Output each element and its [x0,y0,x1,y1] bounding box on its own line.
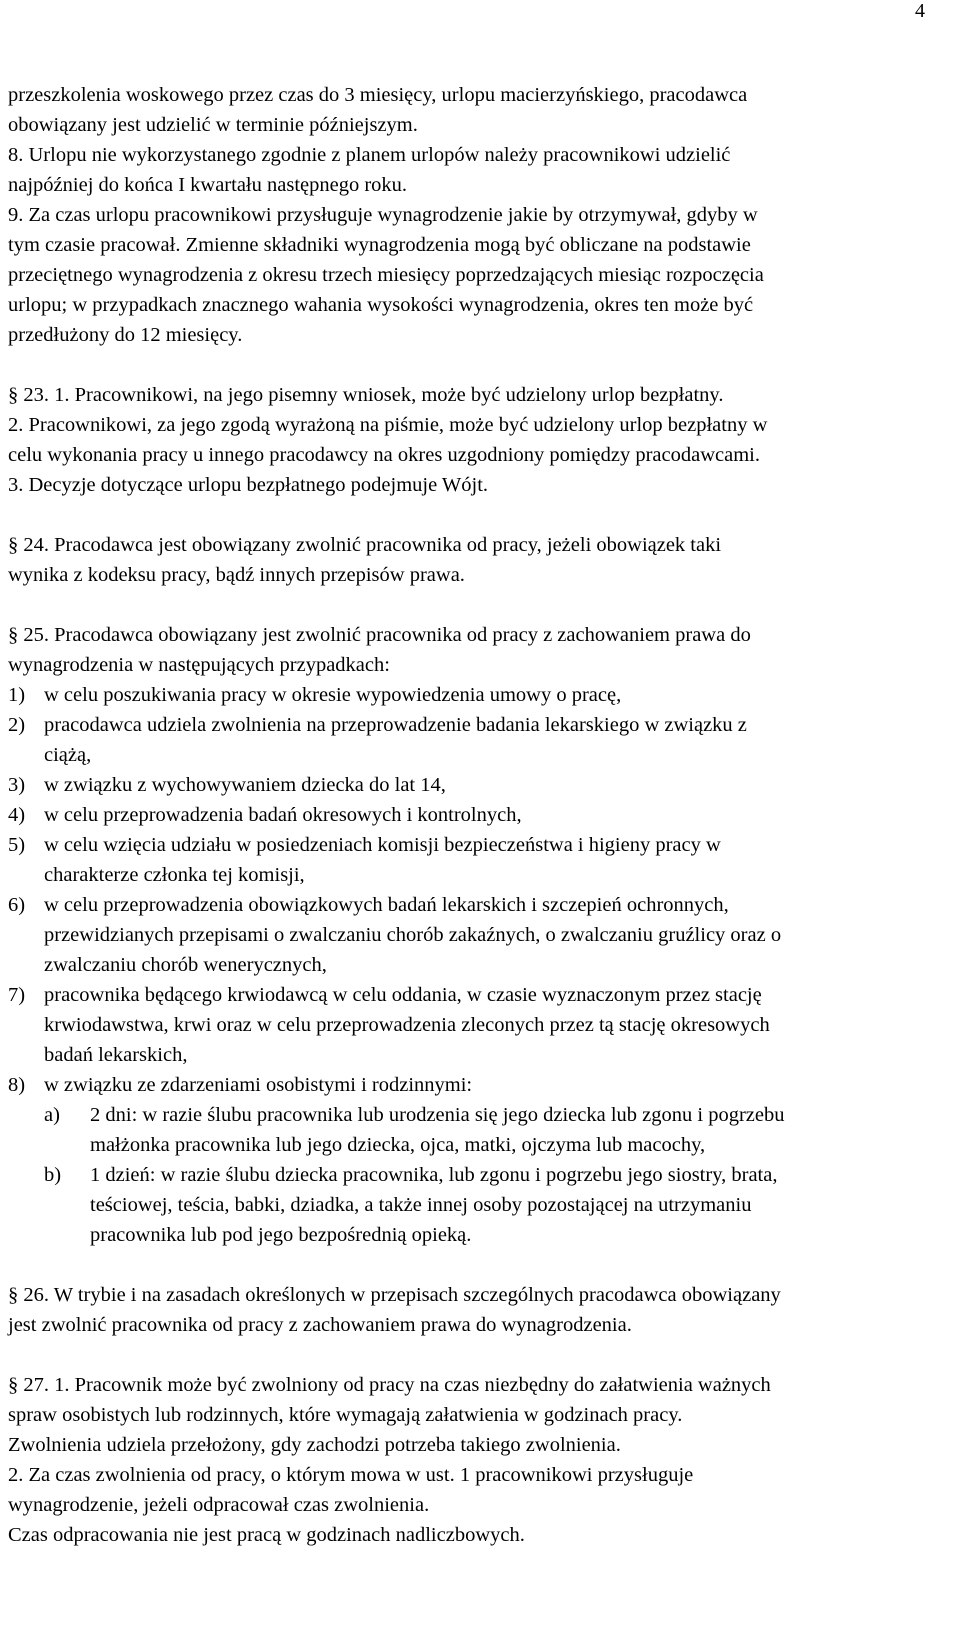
list-text: w celu przeprowadzenia obowiązkowych badań lekarskich i szczepień ochronnych, [44,894,729,916]
list-text-continuation: charakterze członka tej komisji, [44,864,305,886]
sub-list-text-continuation: pracownika lub pod jego bezpośrednią opieką. [90,1224,472,1246]
list-text: w związku ze zdarzeniami osobistymi i rodzinnymi: [44,1074,473,1096]
paragraph-spacer [8,350,928,380]
text-line: § 27. 1. Pracownik może być zwolniony od pracy na czas niezbędny do załatwienia ważnych [8,1374,771,1396]
text-line: Czas odpracowania nie jest pracą w godzinach nadliczbowych. [8,1524,525,1546]
text-line: 8. Urlopu nie wykorzystanego zgodnie z planem urlopów należy pracownikowi udzielić [8,144,731,166]
text-line: obowiązany jest udzielić w terminie późniejszym. [8,114,418,136]
list-item [8,830,928,860]
list-text-continuation: krwiodawstwa, krwi oraz w celu przeprowadzenia zleconych przez tą stację okresowych [44,1014,770,1036]
text-line: 2. Za czas zwolnienia od pracy, o którym mowa w ust. 1 pracownikowi przysługuje [8,1464,694,1486]
list-number: 7) [8,984,26,1006]
list-item [8,980,928,1010]
paragraph-spacer [8,590,928,620]
list-item [8,890,928,920]
sub-list-text: 1 dzień: w razie ślubu dziecka pracownika, lub zgonu i pogrzebu jego siostry, brata, [90,1164,778,1186]
text-line: 2. Pracownikowi, za jego zgodą wyrażoną na piśmie, może być udzielony urlop bezpłatny w [8,414,768,436]
list-text-continuation: badań lekarskich, [44,1044,188,1066]
list-item [8,680,928,710]
section-24 [8,530,928,590]
sub-list-text-continuation: teściowej, teścia, babki, dziadka, a także innej osoby pozostającej na utrzymaniu [90,1194,752,1216]
sub-list-letter: a) [44,1104,60,1126]
text-line: najpóźniej do końca I kwartału następnego roku. [8,174,408,196]
list-item [8,770,928,800]
text-line: jest zwolnić pracownika od pracy z zachowaniem prawa do wynagrodzenia. [8,1314,632,1336]
list-item [8,1070,928,1100]
sub-list-text-continuation: małżonka pracownika lub jego dziecka, ojca, matki, ojczyma lub macochy, [90,1134,706,1156]
list-text-continuation: ciążą, [44,744,92,766]
text-line: § 25. Pracodawca obowiązany jest zwolnić pracownika od pracy z zachowaniem prawa do [8,624,751,646]
text-line: wynagrodzenie, jeżeli odpracował czas zwolnienia. [8,1494,430,1516]
text-line: wynagrodzenia w następujących przypadkach: [8,654,390,676]
paragraph-spacer [8,1250,928,1280]
list-text-continuation: przewidzianych przepisami o zwalczaniu chorób zakaźnych, o zwalczaniu gruźlicy oraz o [44,924,782,946]
list-text-continuation: zwalczaniu chorób wenerycznych, [44,954,327,976]
sub-list-item [8,1160,928,1190]
list-number: 1) [8,684,26,706]
text-line: spraw osobistych lub rodzinnych, które wymagają załatwienia w godzinach pracy. [8,1404,683,1426]
list-number: 4) [8,804,26,826]
list-text: w celu poszukiwania pracy w okresie wypowiedzenia umowy o pracę, [44,684,622,706]
list-text: w celu przeprowadzenia badań okresowych i kontrolnych, [44,804,522,826]
list-text: w celu wzięcia udziału w posiedzeniach komisji bezpieczeństwa i higieny pracy w [44,834,721,856]
list-number: 3) [8,774,26,796]
list-number: 6) [8,894,26,916]
text-line: przeciętnego wynagrodzenia z okresu trzech miesięcy poprzedzających miesiąc rozpoczęcia [8,264,764,286]
text-line: § 24. Pracodawca jest obowiązany zwolnić pracownika od pracy, jeżeli obowiązek taki [8,534,722,556]
text-line: § 23. 1. Pracownikowi, na jego pisemny wniosek, może być udzielony urlop bezpłatny. [8,384,724,406]
text-line: § 26. W trybie i na zasadach określonych w przepisach szczególnych pracodawca obowiązany [8,1284,781,1306]
page-number: 4 [915,0,925,22]
text-line: celu wykonania pracy u innego pracodawcy na okres uzgodniony pomiędzy pracodawcami. [8,444,760,466]
text-line: przedłużony do 12 miesięcy. [8,324,243,346]
text-line: wynika z kodeksu pracy, bądź innych przepisów prawa. [8,564,465,586]
text-line: przeszkolenia woskowego przez czas do 3 miesięcy, urlopu macierzyńskiego, pracodawca [8,84,748,106]
paragraph-leave-continuation [8,80,928,350]
text-line: 3. Decyzje dotyczące urlopu bezpłatnego podejmuje Wójt. [8,474,489,496]
text-line: urlopu; w przypadkach znacznego wahania wysokości wynagrodzenia, okres ten może być [8,294,754,316]
section-23 [8,380,928,500]
section-27 [8,1370,928,1550]
list-text: pracodawca udziela zwolnienia na przeprowadzenie badania lekarskiego w związku z [44,714,747,736]
list-number: 8) [8,1074,26,1096]
list-text: pracownika będącego krwiodawcą w celu oddania, w czasie wyznaczonym przez stację [44,984,762,1006]
paragraph-spacer [8,500,928,530]
text-line: Zwolnienia udziela przełożony, gdy zachodzi potrzeba takiego zwolnienia. [8,1434,621,1456]
text-line: tym czasie pracował. Zmienne składniki wynagrodzenia mogą być obliczane na podstawie [8,234,751,256]
paragraph-spacer [8,1340,928,1370]
section-25 [8,620,928,1250]
sub-list-letter: b) [44,1164,62,1186]
list-text: w związku z wychowywaniem dziecka do lat 14, [44,774,446,796]
section-26 [8,1280,928,1340]
text-line: 9. Za czas urlopu pracownikowi przysługuje wynagrodzenie jakie by otrzymywał, gdyby w [8,204,758,226]
list-item [8,800,928,830]
sub-list-item [8,1100,928,1130]
list-number: 2) [8,714,26,736]
list-number: 5) [8,834,26,856]
document-body [8,80,928,1550]
sub-list-text: 2 dni: w razie ślubu pracownika lub urodzenia się jego dziecka lub zgonu i pogrzebu [90,1104,785,1126]
list-item [8,710,928,740]
